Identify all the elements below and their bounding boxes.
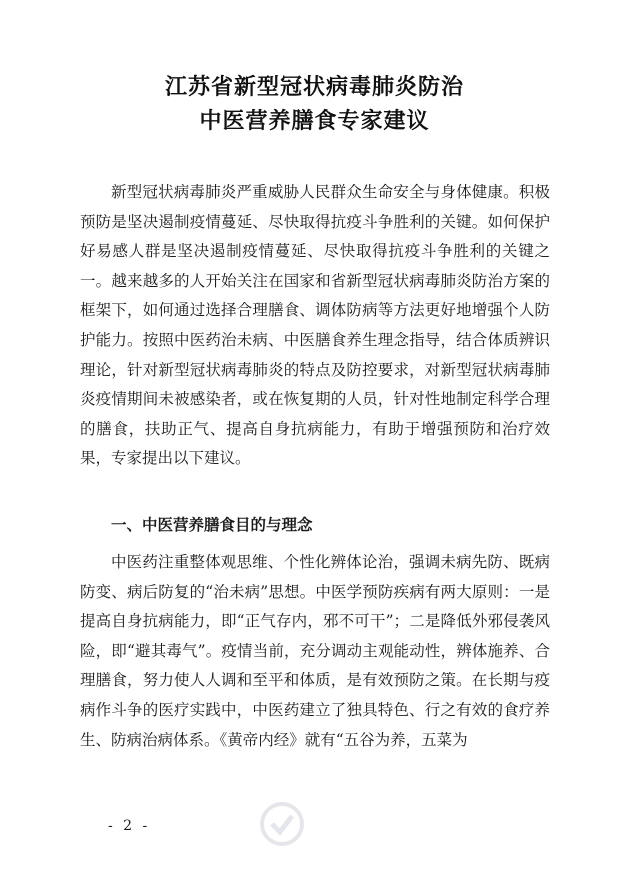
section-heading: 一、中医营养膳食目的与理念: [111, 516, 313, 534]
document-title-line2: 中医营养膳食专家建议: [199, 108, 430, 134]
page-number: - 2 -: [108, 818, 151, 834]
section-paragraph: 中医药注重整体观思维、个性化辨体论治，强调未病先防、既病防变、病后防复的“治未病”思想。中医学预防疾病有两大原则：一是提高自身抗病能力，即“正气存内，邪不可干”；二是降低外邪侵袭风险，即“避其毒气”。疫情当前，充分调动主观能动性，辨体施养、合理膳食，努力使人人调和至平和体质，是有效预防之策。在长期与疫病作斗争的医疗实践中，中医药建立了独具特色、行之有效的食疗养生、防病治病体系。《黄帝内经》就有“五谷为养，五菜为: [80, 553, 550, 749]
intro-paragraph: 新型冠状病毒肺炎严重威胁人民群众生命安全与身体健康。积极预防是坚决遏制疫情蔓延、尽快取得抗疫斗争胜利的关键。如何保护好易感人群是坚决遏制疫情蔓延、尽快取得抗疫斗争胜利的关键之一。越来越多的人开始关注在国家和省新型冠状病毒肺炎防治方案的框架下，如何通过选择合理膳食、调体防病等方法更好地增强个人防护能力。按照中医药治未病、中医膳食养生理念指导，结合体质辨识理论，针对新型冠状病毒肺炎的特点及防控要求，对新型冠状病毒肺炎疫情期间未被感染者，或在恢复期的人员，针对性地制定科学合理的膳食，扶助正气、提高自身抗病能力，有助于增强预防和治疗效果，专家提出以下建议。: [80, 183, 550, 468]
document-title-line1: 江苏省新型冠状病毒肺炎防治: [164, 74, 464, 100]
watermark-logo-icon: [258, 800, 306, 848]
watermark: [258, 796, 458, 866]
